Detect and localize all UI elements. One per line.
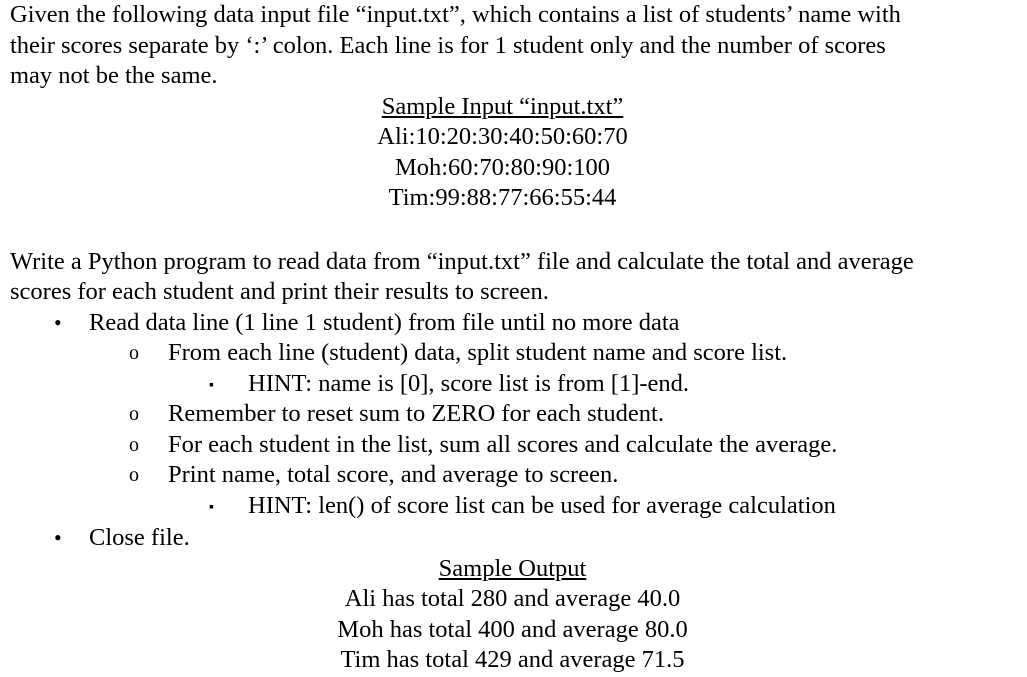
task-line-2: scores for each student and print their results to screen. (10, 278, 549, 305)
step-item (10, 523, 1015, 554)
sample-output-block (10, 554, 1015, 676)
intro-paragraph (10, 0, 1015, 92)
bullet-disc-icon: • (54, 525, 62, 550)
step-list (10, 308, 1015, 554)
bullet-circle-icon: o (129, 403, 139, 425)
step-text: From each line (student) data, split student name and score list. (168, 339, 788, 366)
task-paragraph (10, 247, 1015, 308)
sample-input-line: Moh:60:70:80:90:100 (394, 153, 611, 181)
bullet-disc-icon: • (54, 309, 62, 335)
step-item (10, 308, 1015, 339)
document-page (10, 0, 1015, 676)
bullet-square-icon: ▪ (209, 499, 214, 515)
bullet-circle-icon: o (129, 433, 139, 456)
step-text: For each student in the list, sum all scores and calculate the average. (168, 430, 838, 458)
sample-output-line: Moh has total 400 and average 80.0 (337, 615, 688, 643)
step-text: HINT: len() of score list can be used for average calculation (248, 491, 836, 519)
step-item (10, 399, 1015, 430)
step-item (10, 338, 1015, 369)
sample-output-line: Tim has total 429 and average 71.5 (340, 646, 685, 673)
step-item (10, 430, 1015, 461)
step-item (10, 491, 1015, 522)
intro-line-3: may not be the same. (10, 62, 218, 89)
intro-line-1: Given the following data input file “input.txt”, which contains a list of students’ name with (10, 1, 901, 28)
sample-input-line: Tim:99:88:77:66:55:44 (388, 184, 617, 211)
step-text: HINT: name is [0], score list is from [1]-end. (248, 369, 690, 397)
sample-input-line: Ali:10:20:30:40:50:60:70 (377, 123, 628, 150)
step-item (10, 369, 1015, 400)
bullet-square-icon: ▪ (209, 377, 214, 393)
bullet-circle-icon: o (129, 464, 139, 486)
step-item (10, 460, 1015, 491)
step-text: Close file. (89, 524, 190, 551)
sample-output-title: Sample Output (438, 554, 587, 582)
sample-input-block (0, 92, 1005, 214)
intro-line-2: their scores separate by ‘:’ colon. Each line is for 1 student only and the number of scores (10, 31, 886, 59)
sample-input-title: Sample Input “input.txt” (381, 92, 624, 120)
step-text: Remember to reset sum to ZERO for each student. (168, 400, 664, 427)
step-text: Print name, total score, and average to screen. (168, 461, 619, 488)
step-text: Read data line (1 line 1 student) from file until no more data (89, 308, 680, 336)
sample-output-line: Ali has total 280 and average 40.0 (344, 585, 681, 612)
bullet-circle-icon: o (129, 342, 139, 364)
task-line-1: Write a Python program to read data from “input.txt” file and calculate the total and average (10, 247, 914, 275)
